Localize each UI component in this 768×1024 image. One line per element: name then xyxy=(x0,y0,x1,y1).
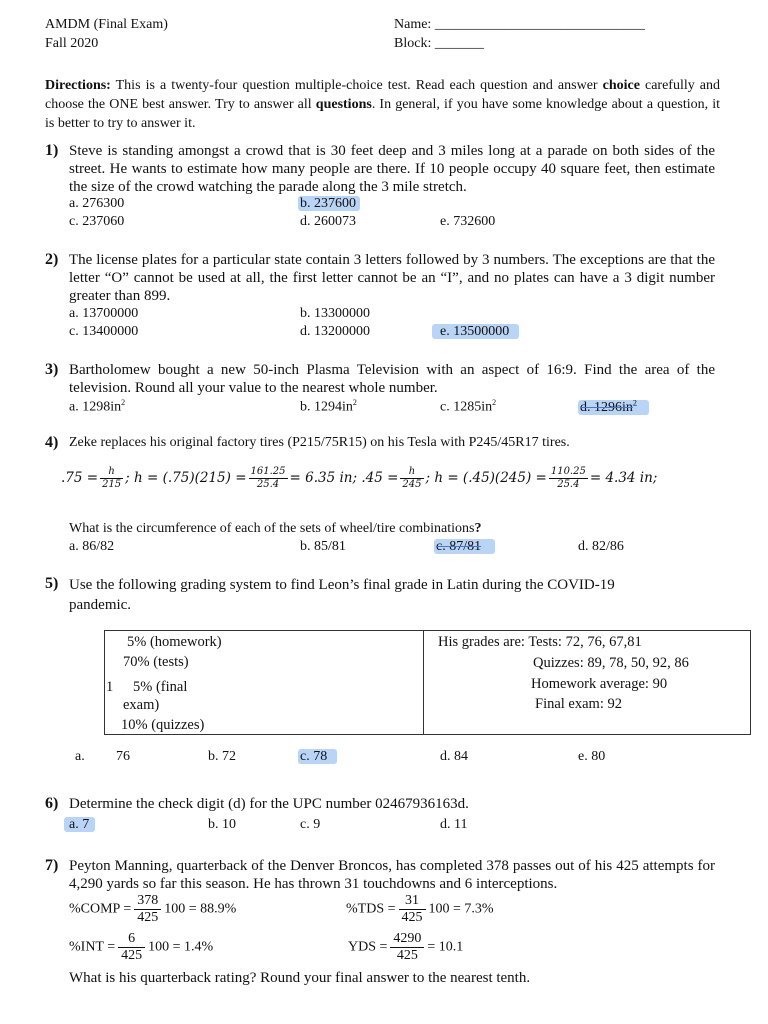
directions-text-2: carefully and choose the ONE best answer. Try to answer all xyxy=(45,78,720,112)
q2-option-e[interactable]: e. 13500000 xyxy=(432,324,519,339)
name-field[interactable]: Name: ______________________________ xyxy=(394,17,645,32)
comp-formula: %COMP = $\frac{378}{425}$ 100 = 88.9% xyxy=(69,893,237,925)
q4-option-d[interactable]: d. 82/86 xyxy=(578,539,624,554)
q3-b-superscript: 2 xyxy=(352,398,357,407)
q6-option-a[interactable]: a. 7 xyxy=(64,817,95,832)
q5-option-a-label[interactable]: a. xyxy=(75,749,85,764)
q5-option-e[interactable]: e. 80 xyxy=(578,749,606,764)
question-7-number: 7) xyxy=(45,857,59,874)
q4-option-b[interactable]: b. 85/81 xyxy=(300,539,346,554)
grading-table xyxy=(104,630,751,735)
question-4-number: 4) xyxy=(45,434,59,451)
q3-option-d[interactable]: d. $1296in^2$ xyxy=(578,400,649,415)
question-1-number: 1) xyxy=(45,142,59,159)
q1-option-a[interactable]: a. 276300 xyxy=(69,196,125,211)
question-6-text: Determine the check digit (d) for the UPC number 02467936163d. xyxy=(69,796,469,812)
term: Fall 2020 xyxy=(45,36,99,51)
directions-bold-choice: choice xyxy=(602,78,640,93)
question-6-number: 6) xyxy=(45,795,59,812)
q5-option-d[interactable]: d. 84 xyxy=(440,749,468,764)
question-5-number: 5) xyxy=(45,575,59,592)
course-title: AMDM (Final Exam) xyxy=(45,17,168,32)
directions-text-3: . In general, if you have some knowledge about a question, it is better to try to answer it. xyxy=(45,97,720,131)
block-field[interactable]: Block: _______ xyxy=(394,36,484,51)
question-7-text: Peyton Manning, quarterback of the Denver Broncos, has completed 378 passes out of his 425 attempts for 4,290 yards so far this season. He has thrown 31 touchdowns and 6 interceptions. xyxy=(69,858,715,892)
weight-final-prefix: 1 xyxy=(106,679,114,695)
question-4-text: Zeke replaces his original factory tires (P215/75R15) on his Tesla with P245/45R17 tires. xyxy=(69,435,570,450)
question-2-text: The license plates for a particular state contain 3 letters followed by 3 numbers. The exceptions are that the letter “O” cannot be used at all, the first letter cannot be an “I”, and no plates can have a 3 digit number greater than 899. xyxy=(69,252,715,304)
question-5-text: Use the following grading system to find Leon’s final grade in Latin during the COVID-19 pandemic. xyxy=(69,577,615,613)
q6-option-b[interactable]: b. 10 xyxy=(208,817,236,832)
q2-option-a[interactable]: a. 13700000 xyxy=(69,306,139,321)
q3-option-b[interactable]: b. $1294in^2$ xyxy=(300,398,357,415)
q1-option-e[interactable]: e. 732600 xyxy=(440,214,496,229)
q3-a-superscript: 2 xyxy=(121,398,126,407)
weight-tests: 70% (tests) xyxy=(123,654,189,670)
q3-option-c[interactable]: c. $1285in^2$ xyxy=(440,398,497,415)
q5-option-a-value[interactable]: 76 xyxy=(116,749,130,764)
directions-bold-questions: questions xyxy=(315,97,372,112)
question-1-text: Steve is standing amongst a crowd that is 30 feet deep and 3 miles long at a parade on both sides of the street. He wants to estimate how many people are there. If 10 people occupy 40 square feet, then estimate the size of the crowd watching the parade along the 3 mile stretch. xyxy=(69,143,715,195)
q3-d-superscript: 2 xyxy=(632,398,637,407)
weight-final: 5% (final xyxy=(133,679,188,695)
q1-option-c[interactable]: c. 237060 xyxy=(69,214,125,229)
tds-formula: %TDS = $\frac{31}{425}$ 100 = 7.3% xyxy=(346,893,494,925)
q2-option-d[interactable]: d. 13200000 xyxy=(300,324,370,339)
q4-option-a[interactable]: a. 86/82 xyxy=(69,539,115,554)
grades-homework: Homework average: 90 xyxy=(531,676,668,692)
q5-option-c[interactable]: c. 78 xyxy=(298,749,337,764)
q4-question: What is the circumference of each of the sets of wheel/tire combinations? xyxy=(69,521,482,536)
grades-quizzes: Quizzes: 89, 78, 50, 92, 86 xyxy=(533,655,689,671)
grades-final: Final exam: 92 xyxy=(535,696,622,712)
q2-option-b[interactable]: b. 13300000 xyxy=(300,306,370,321)
q1-option-b[interactable]: b. 237600 xyxy=(298,196,360,211)
question-2-number: 2) xyxy=(45,251,59,268)
directions-text-1: This is a twenty-four question multiple-choice test. Read each question and answer xyxy=(110,78,603,93)
q2-option-c[interactable]: c. 13400000 xyxy=(69,324,139,339)
q5-option-b[interactable]: b. 72 xyxy=(208,749,236,764)
q7-question: What is his quarterback rating? Round your final answer to the nearest tenth. xyxy=(69,970,531,986)
q6-option-c[interactable]: c. 9 xyxy=(300,817,321,832)
question-3-text: Bartholomew bought a new 50-inch Plasma Television with an aspect of 16:9. Find the area of the television. Round all your value to the nearest whole number. xyxy=(69,362,715,396)
weight-final-cont: exam) xyxy=(123,697,160,713)
q3-c-superscript: 2 xyxy=(492,398,497,407)
table-divider xyxy=(423,631,424,734)
q4-option-c[interactable]: c. 87/81 xyxy=(434,539,495,554)
grades-tests: His grades are: Tests: 72, 76, 67,81 xyxy=(438,634,642,650)
directions xyxy=(45,76,720,133)
q4-equation: .75 = $\frac{h}{215}$ ; h = (.75)(215) = $\frac{161.25}{25.4}$ = 6.35 in; .45 = $\frac{h}{245}$ ; h = (.45)(245) = $\frac{110.25}{25.4}$ = 4.34 in; xyxy=(61,466,658,490)
q6-option-d[interactable]: d. 11 xyxy=(440,817,468,832)
weight-homework: 5% (homework) xyxy=(127,634,222,650)
q3-option-a[interactable]: a. $1298in^2$ xyxy=(69,398,126,415)
directions-label: Directions: xyxy=(45,78,111,93)
weight-quizzes: 10% (quizzes) xyxy=(121,717,205,733)
yds-formula: YDS = $\frac{4290}{425}$ = 10.1 xyxy=(348,931,464,963)
q1-option-d[interactable]: d. 260073 xyxy=(300,214,356,229)
int-formula: %INT = $\frac{6}{425}$ 100 = 1.4% xyxy=(69,931,214,963)
question-3-number: 3) xyxy=(45,361,59,378)
